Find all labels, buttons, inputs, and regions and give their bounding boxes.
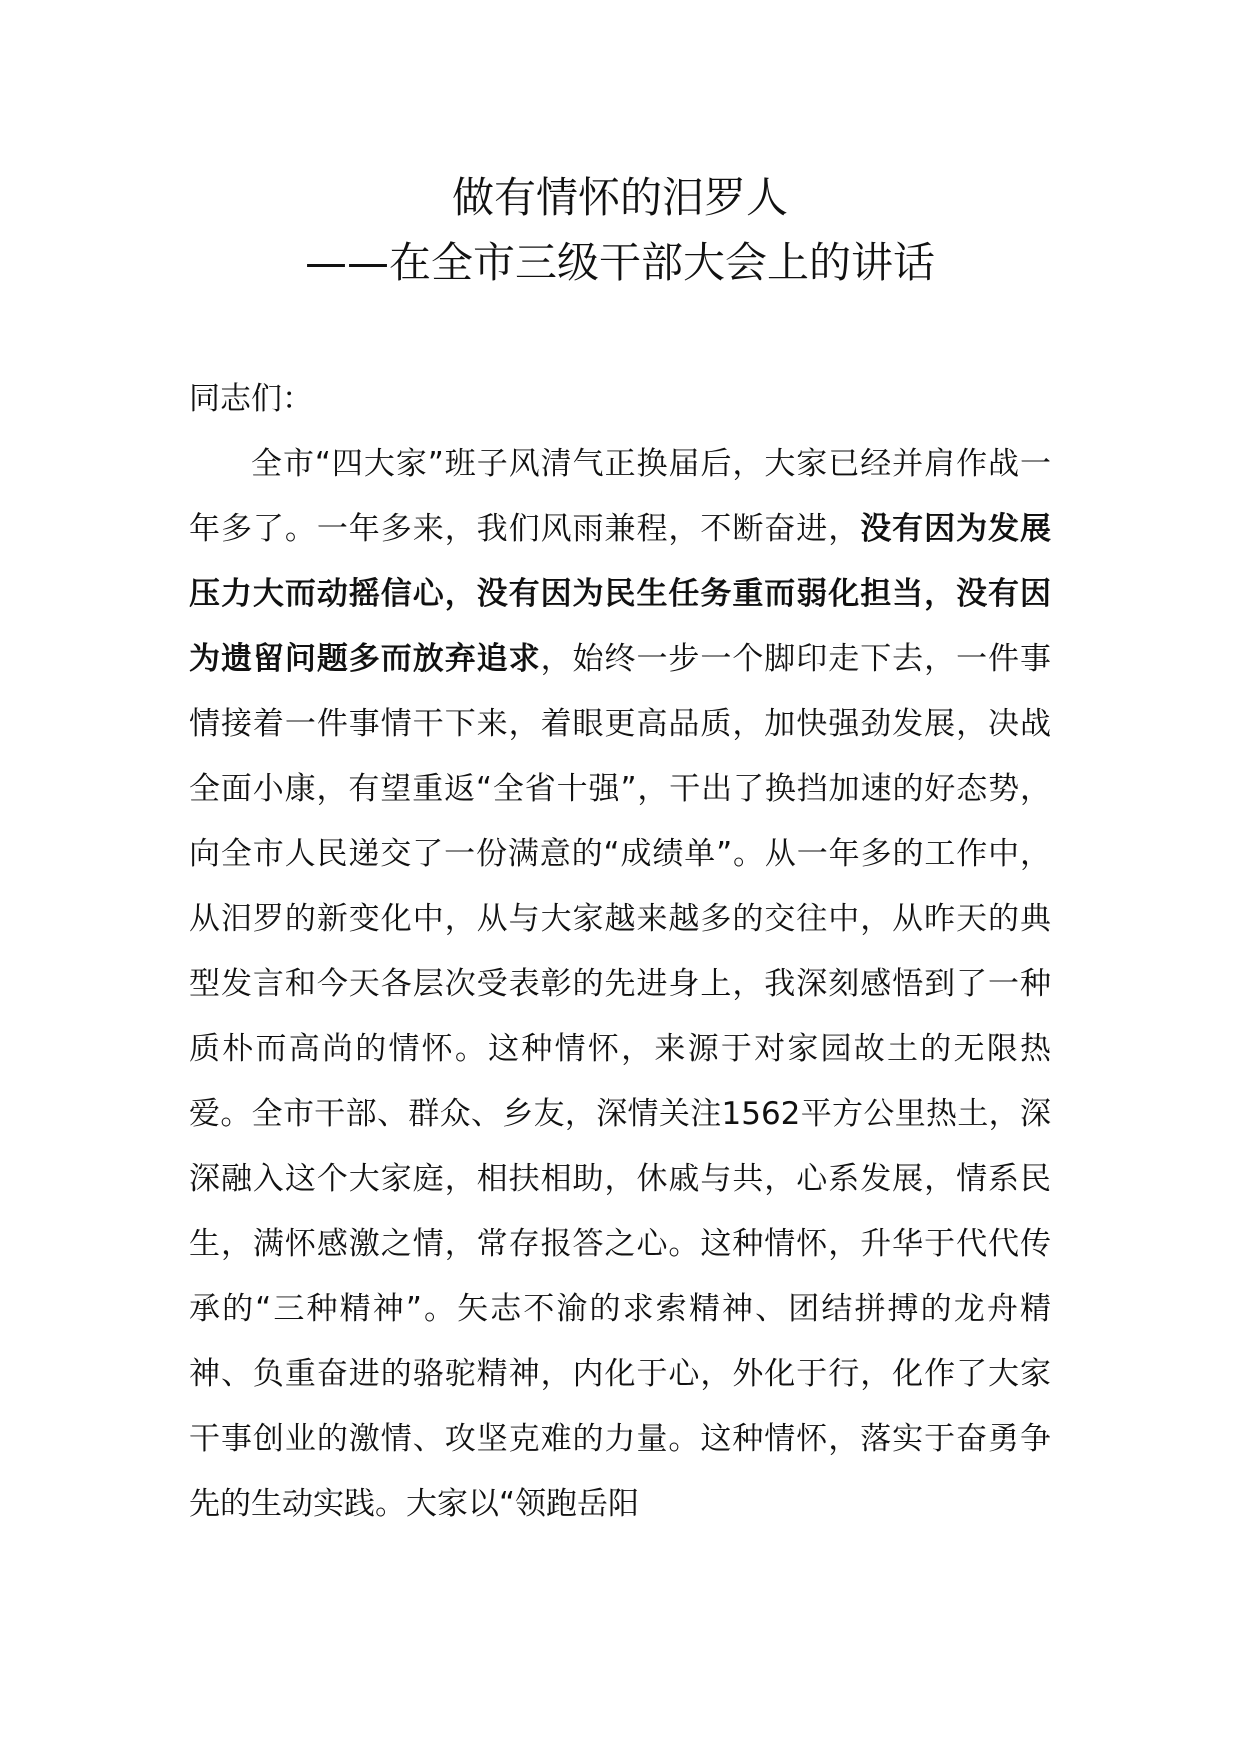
document-body <box>189 367 1051 1537</box>
title-block <box>0 165 1240 295</box>
document-title: 做有情怀的汨罗人 <box>451 173 788 222</box>
document-subtitle: ——在全市三级干部大会上的讲话 <box>304 238 935 287</box>
paragraph-text-start: 全市“四大家”班子风清气正换届后，大家已经并肩作战一年多了。一年多来，我们风雨兼程，不断奋进， <box>189 446 1051 547</box>
salutation: 同志们： <box>189 381 313 417</box>
paragraph-text-end: ，始终一步一个脚印走下去，一件事情接着一件事情干下来，着眼更高品质，加快强劲发展，决战全面小康，有望重返“全省十强”，干出了换挡加速的好态势，向全市人民递交了一份满意的“成绩单”。从一年多的工作中，从汨罗的新变化中，从与大家越来越多的交往中，从昨天的典型发言和今天各层次受表彰的先进身上，我深刻感悟到了一种质朴而高尚的情怀。这种情怀，来源于对家园故土的无限热爱。全市干部、群众、乡友，深情关注1562平方公里热土，深深融入这个大家庭，相扶相助，休戚与共，心系发展，情系民生，满怀感激之情，常存报答之心。这种情怀，升华于代代传承的“三种精神”。矢志不渝的求索精神、团结拼搏的龙舟精神、负重奋进的骆驼精神，内化于心，外化于行，化作了大家干事创业的激情、攻坚克难的力量。这种情怀，落实于奋勇争先的生动实践。大家以“领跑岳阳 <box>189 641 1051 1522</box>
bold-emphasis: 没有因为发展压力大而动摇信心，没有因为民生任务重而弱化担当，没有因为遗留问题多而放弃追求 <box>189 511 1052 677</box>
paragraph <box>189 432 1051 1537</box>
